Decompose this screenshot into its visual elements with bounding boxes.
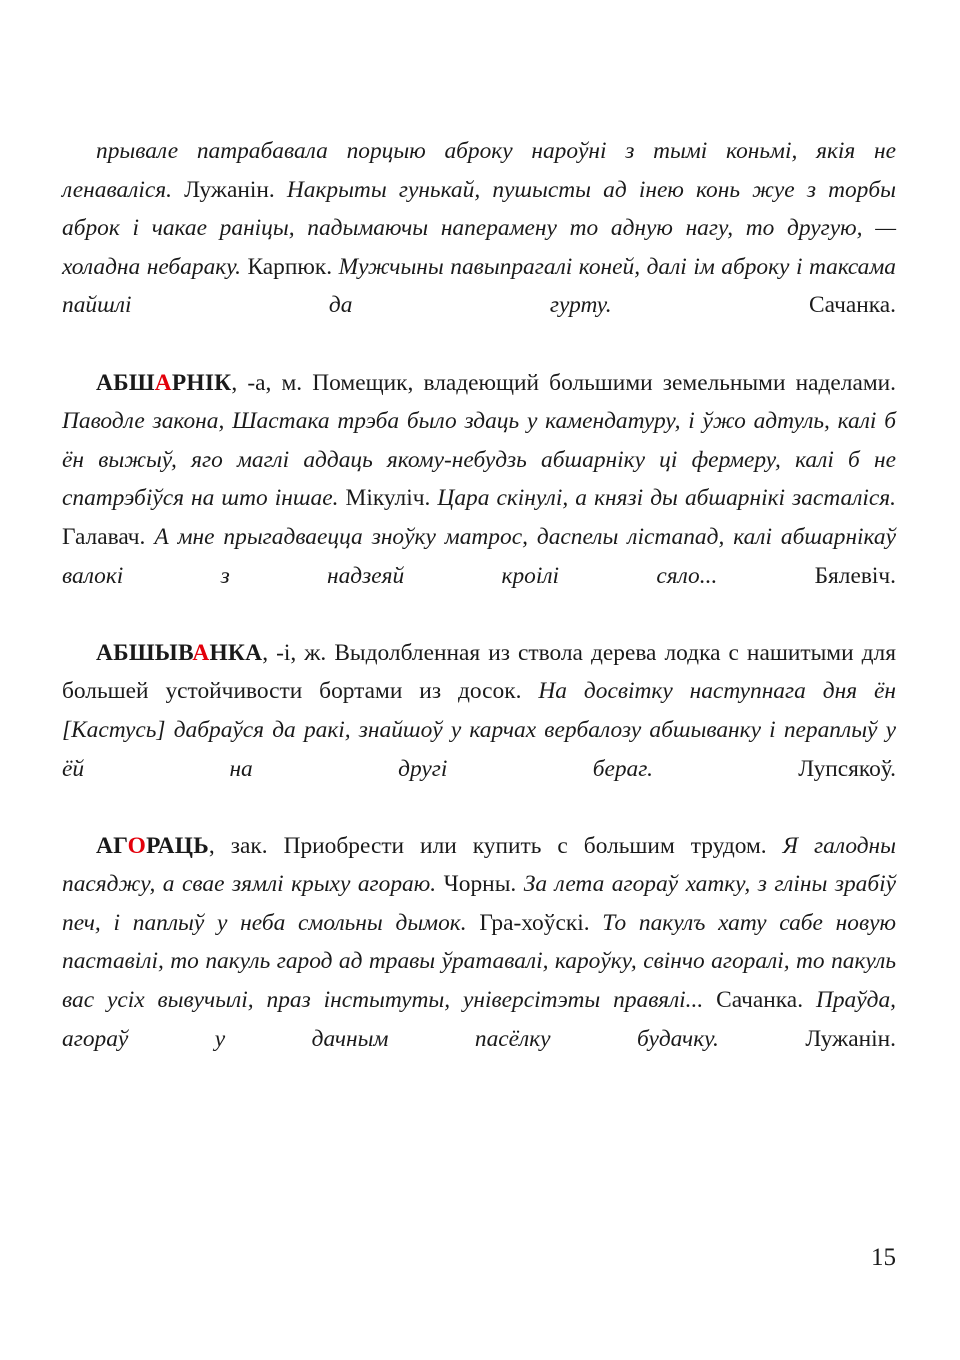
headword-prefix: АБШЫВ — [96, 639, 193, 666]
headword-prefix: АБШ — [96, 369, 155, 396]
continuation-text-segment-4: Мужчыны павыпрагалі коней, далі ім аброку і таксама пайшлі да гурту. — [62, 253, 896, 319]
continuation-text-segment-5: Сачанка. — [611, 292, 896, 319]
continuation-text-segment-2: Накрыты гунькай, пушысты ад інею конь жуе з торбы аброк і чакае раніцы, падымаючы наперамену то адную нагу, то другую, — холадна небараку. — [62, 176, 896, 280]
headword-stressed-letter: О — [127, 832, 147, 859]
headword-suffix: РАЦЬ — [146, 832, 209, 859]
grammar-note: , -і, ж. — [262, 639, 335, 666]
continuation-paragraph — [62, 132, 896, 364]
citation-segment-6: Праўда, агораў у дачным пасёлку будачку. — [62, 987, 896, 1052]
citation-segment-1: Мікуліч. — [338, 485, 438, 512]
page-number: 15 — [871, 1244, 896, 1271]
dictionary-entry-agorac — [62, 827, 896, 1097]
citation-segment-5: Сачанка. — [703, 987, 816, 1014]
headword-prefix: АГ — [96, 832, 128, 859]
headword-suffix: РНІК — [171, 369, 232, 396]
citation-segment-0: Я галодны пасяджу, а свае зямлі крыху агораю. — [62, 832, 896, 898]
headword — [96, 640, 262, 666]
text-column — [62, 132, 896, 1097]
continuation-text-segment-0: прывале патрабавала порцыю аброку нароўні з тымі коньмі, якія не ленаваліся. — [62, 138, 896, 203]
continuation-text-segment-1: Лужанін. — [171, 176, 287, 203]
citation-segment-3: Гра-хоўскі. — [466, 909, 603, 936]
headword-suffix: НКА — [209, 639, 263, 666]
citation-segment-1: Чорны. — [436, 871, 524, 898]
dictionary-entry-abshyvanka — [62, 634, 896, 827]
headword-stressed-letter: А — [192, 639, 210, 666]
headword — [96, 833, 209, 859]
citation-segment-1: Лупсякоў. — [652, 755, 896, 782]
citation-segment-0: Паводле закона, Шастака трэба было здаць у камендатуру, і ўжо адтуль, калі б ён выжыў, яго маглі аддаць якому-небудзь абшарніку ці фермеру, калі б не спатрэбіўся на што іншае. — [62, 408, 896, 512]
continuation-text-segment-3: Карпюк. — [240, 253, 339, 280]
citation-segment-2: За лета агораў хатку, з гліны зрабіў печ, і паплыў у неба смольны дымок. — [62, 871, 896, 936]
citation-segment-7: Лужанін. — [718, 1025, 896, 1052]
citation-segment-0: На досвітку наступнага дня ён [Кастусь] дабраўся да ракі, знайшоў у карчах вербалозу абшыванку і пераплыў у ёй на другі бераг. — [62, 678, 896, 782]
headword — [96, 370, 231, 396]
definition-text: Приобрести или купить с большим трудом. — [283, 832, 783, 859]
grammar-note: , зак. — [208, 832, 284, 859]
citation-segment-2: Цара скінулі, а князі ды абшарнікі засталіся. — [437, 485, 896, 512]
grammar-note: , -а, м. — [231, 369, 313, 396]
definition-text: Выдолбленная из ствола дерева лодка с нашитыми для большей устойчивости бортами из досок. — [62, 639, 896, 705]
definition-text: Помещик, владеющий большими земельными наделами. — [312, 369, 896, 396]
dictionary-entry-abshnik — [62, 364, 896, 634]
citation-segment-5: Бялевіч. — [717, 562, 896, 589]
headword-stressed-letter: А — [154, 369, 172, 396]
citation-segment-4: То пакулъ хату сабе новую паставілі, то пакуль гарод ад травы ўратавалі, кароўку, свінчо агоралі, то пакуль вас усіх вывучылі, праз інстытуты, універсітэты правялі... — [62, 909, 896, 1014]
citation-segment-3: Галавач. — [62, 523, 155, 550]
citation-segment-4: А мне прыгадваецца зноўку матрос, даспелы лістапад, калі абшарнікаў валокі з надзеяй кроілі сяло... — [62, 523, 896, 589]
